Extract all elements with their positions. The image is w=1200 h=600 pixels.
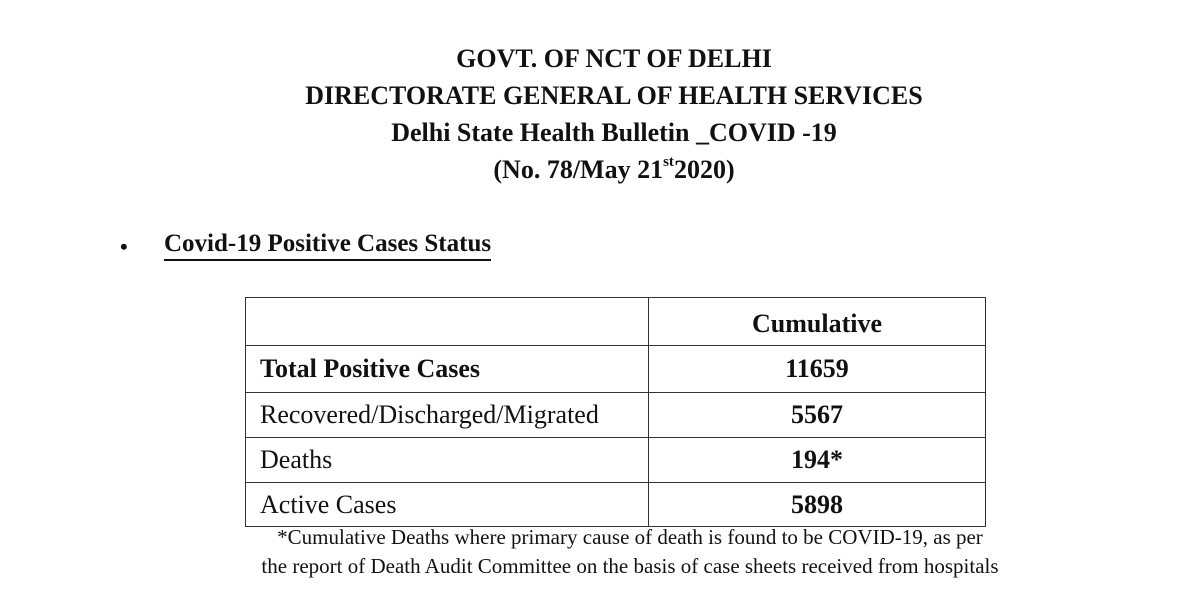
footnote-line-1: *Cumulative Deaths where primary cause of death is found to be COVID-19, as per bbox=[277, 525, 983, 549]
table-row bbox=[246, 483, 986, 527]
govt-title: GOVT. OF NCT OF DELHI bbox=[456, 44, 772, 73]
deaths-value: 194* bbox=[649, 438, 986, 483]
cases-status-table bbox=[245, 297, 986, 527]
bulletin-title: Delhi State Health Bulletin _COVID -19 bbox=[391, 118, 837, 147]
bulletin-number bbox=[0, 151, 1200, 188]
table-row bbox=[246, 438, 986, 483]
bullet-icon: • bbox=[120, 234, 128, 259]
bulletin-header bbox=[0, 40, 1200, 188]
deaths-label: Deaths bbox=[246, 438, 649, 483]
total-positive-value: 11659 bbox=[649, 346, 986, 393]
recovered-value: 5567 bbox=[649, 393, 986, 438]
date-ordinal-suffix: st bbox=[663, 154, 674, 170]
bulletin-number-prefix: (No. 78/May 21 bbox=[493, 155, 664, 184]
total-positive-label: Total Positive Cases bbox=[246, 346, 649, 393]
table-header-blank bbox=[246, 298, 649, 346]
table-header-row bbox=[246, 298, 986, 346]
section-title: Covid-19 Positive Cases Status bbox=[164, 230, 491, 261]
directorate-title: DIRECTORATE GENERAL OF HEALTH SERVICES bbox=[305, 81, 923, 110]
table-row bbox=[246, 393, 986, 438]
active-cases-value: 5898 bbox=[649, 483, 986, 527]
footnote-line-2: the report of Death Audit Committee on the basis of case sheets received from hospitals bbox=[261, 554, 999, 578]
recovered-label: Recovered/Discharged/Migrated bbox=[246, 393, 649, 438]
table-row bbox=[246, 346, 986, 393]
bulletin-number-suffix: 2020) bbox=[673, 155, 735, 184]
active-cases-label: Active Cases bbox=[246, 483, 649, 527]
deaths-footnote bbox=[200, 523, 1060, 581]
cumulative-column-header: Cumulative bbox=[649, 298, 986, 346]
